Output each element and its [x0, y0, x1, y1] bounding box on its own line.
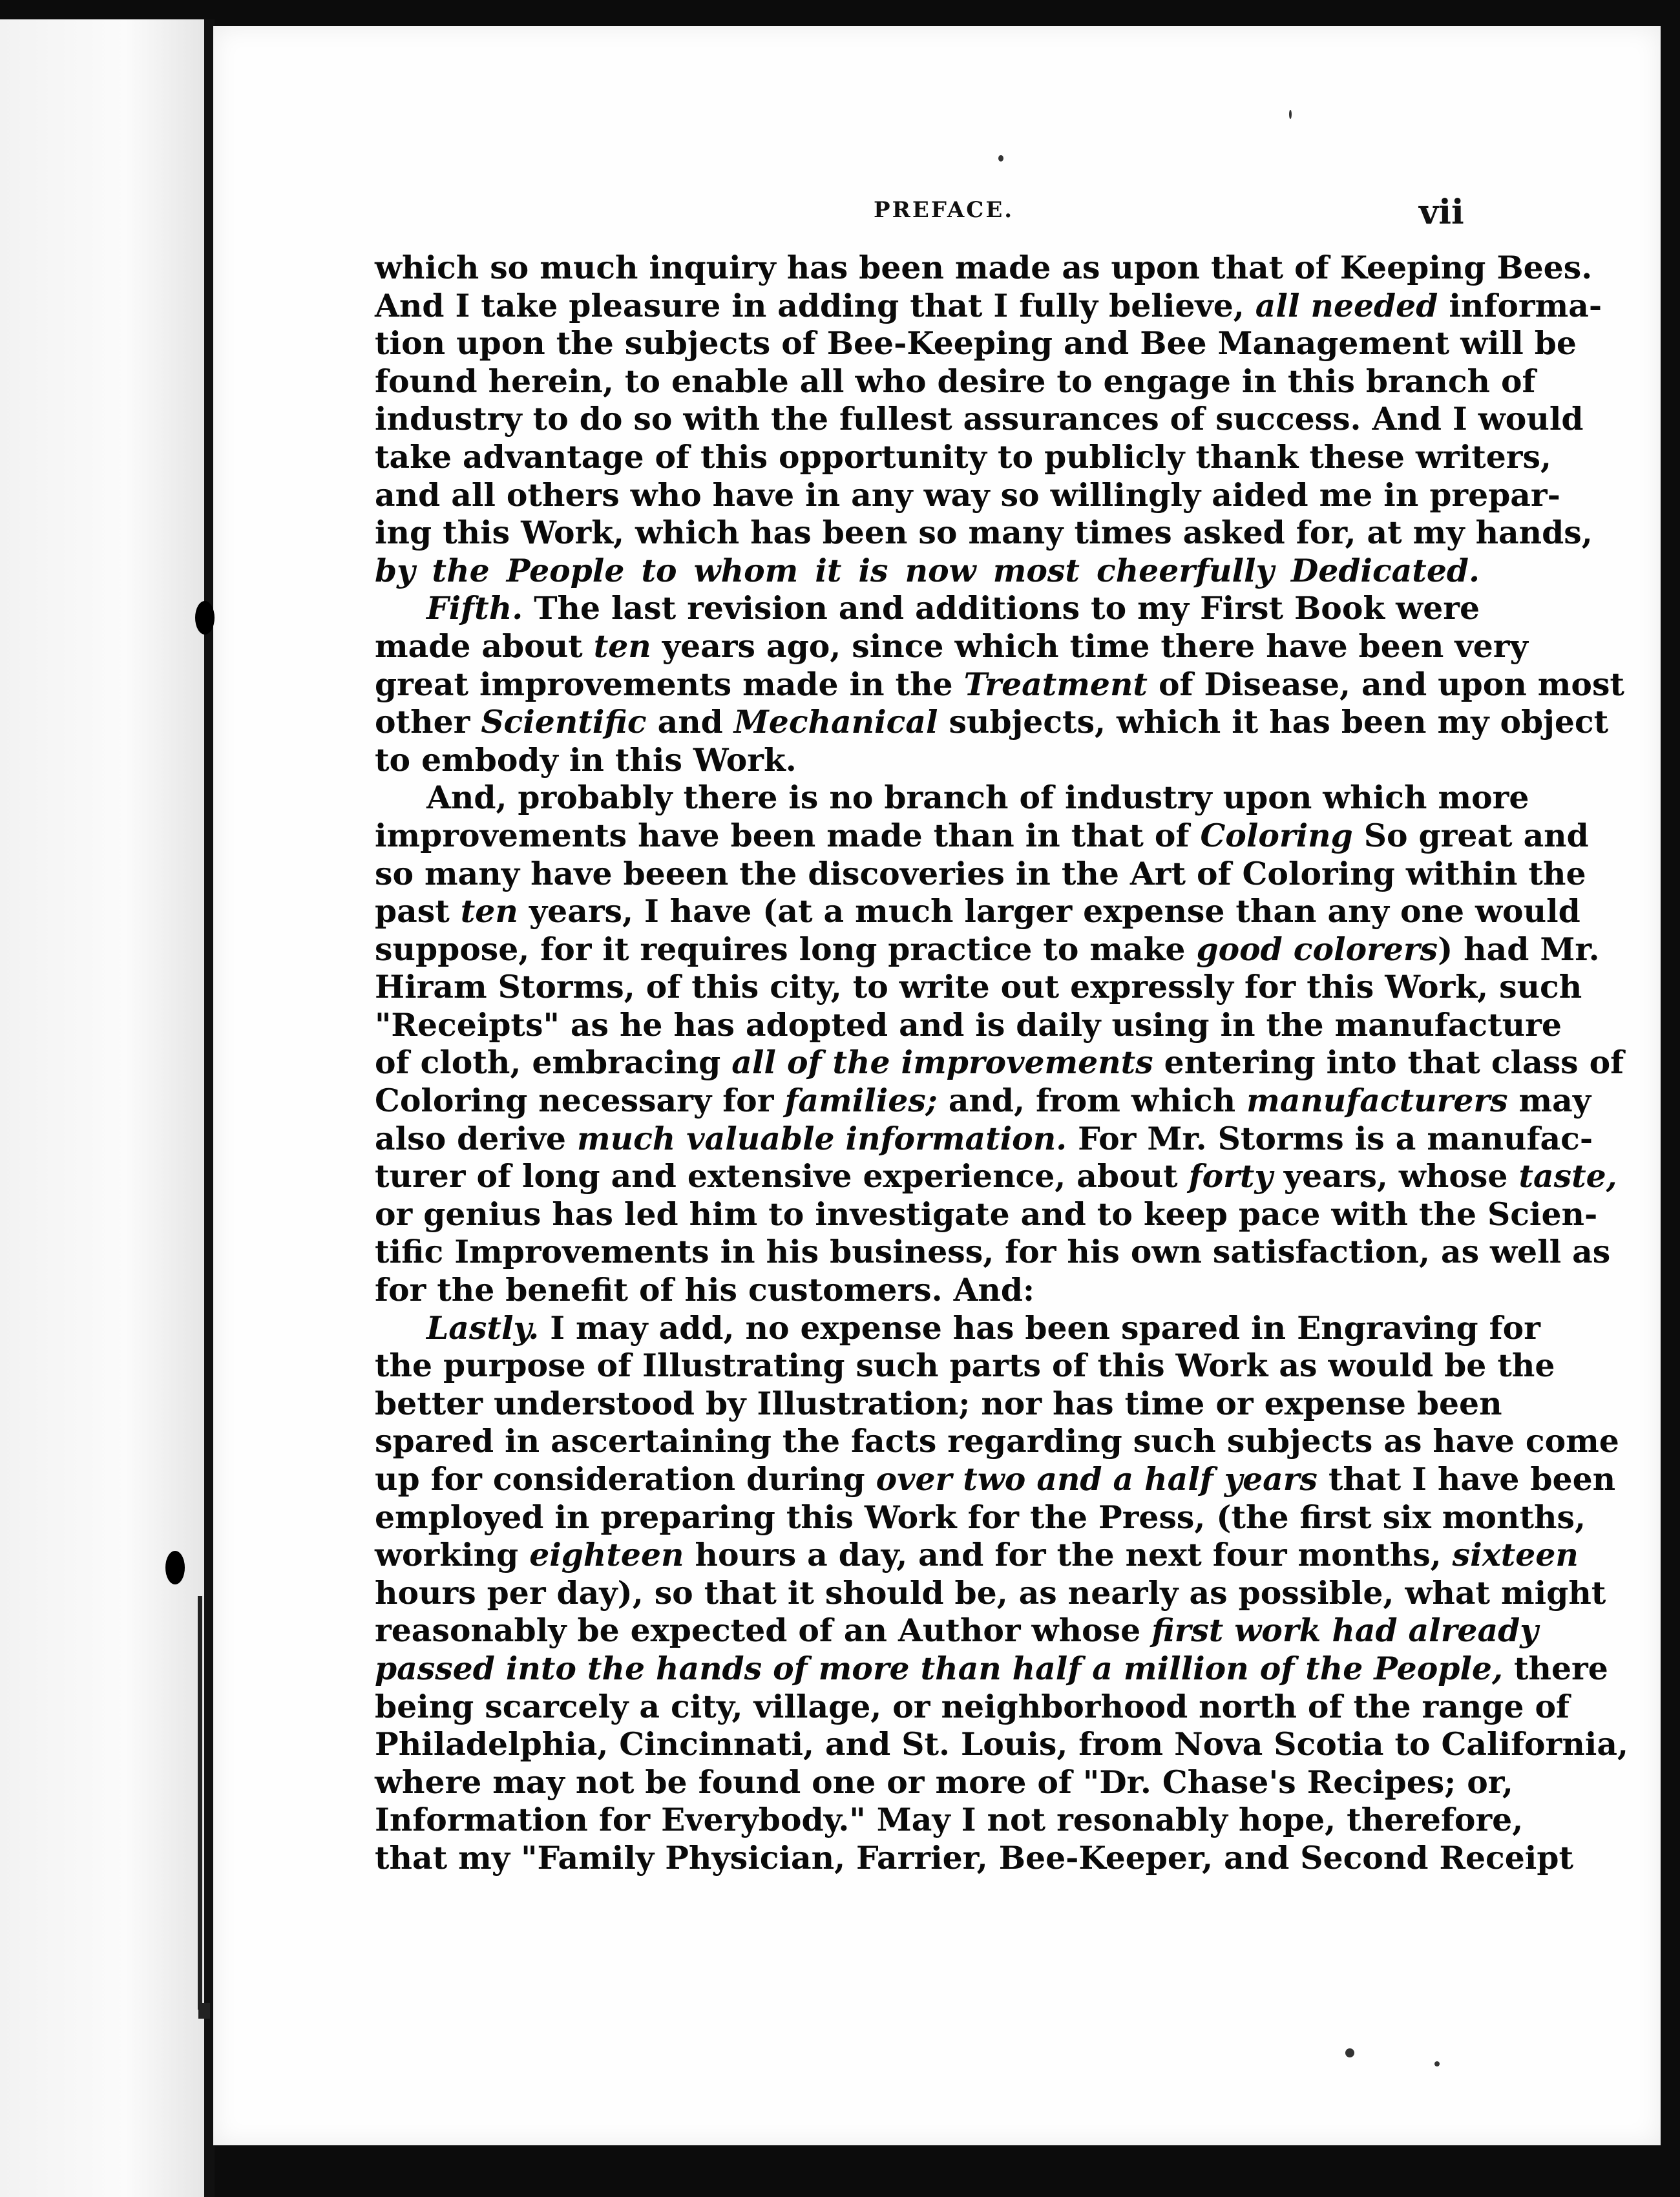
text-line	[375, 1687, 1570, 1726]
text-run: and all others who have in any way so willingly aided me in prepar-	[375, 476, 1560, 514]
text-run: hours per day), so that it should be, as nearly as possible, what might	[375, 1573, 1606, 1612]
text-line	[375, 286, 1602, 325]
text-run: And I take pleasure in adding that I fully believe,	[375, 286, 1255, 324]
text-run: informa-	[1438, 286, 1602, 324]
preface-body	[375, 249, 1628, 1877]
text-run: where may not be found one or more of "Dr. Chase's Recipes; or,	[375, 1763, 1513, 1801]
italic-text: taste,	[1518, 1157, 1617, 1195]
text-line	[375, 589, 1480, 627]
text-line	[375, 1119, 1593, 1158]
text-run: made about	[375, 627, 594, 665]
running-head: PREFACE.	[874, 197, 1014, 223]
text-line	[375, 1725, 1628, 1763]
page-number: vii	[1419, 193, 1464, 232]
italic-text: good colorers	[1196, 930, 1438, 968]
text-run: which so much inquiry has been made as upon that of Keeping Bees.	[375, 249, 1593, 286]
text-line	[375, 816, 1589, 855]
text-line	[375, 1309, 1540, 1347]
text-run: reasonably be expected of an Author whose	[375, 1612, 1152, 1650]
text-run: being scarcely a city, village, or neighborhood north of the range of	[375, 1687, 1570, 1725]
text-run: years, I have (at a much larger expense than any one would	[518, 892, 1580, 930]
text-run: so many have beeen the discoveries in the Art of Coloring within the	[375, 854, 1586, 892]
text-run: turer of long and extensive experience, about	[375, 1157, 1189, 1195]
text-run: there	[1502, 1649, 1608, 1687]
text-line	[375, 741, 1480, 779]
text-line	[375, 1157, 1617, 1195]
text-run: ) had Mr.	[1438, 930, 1600, 968]
text-run: of Disease, and upon most	[1147, 665, 1624, 703]
text-run: also derive	[375, 1119, 577, 1157]
italic-text: Coloring	[1200, 816, 1353, 854]
italic-text: all needed	[1255, 286, 1438, 324]
text-line	[375, 1195, 1598, 1234]
text-run: working	[375, 1536, 530, 1574]
text-run: suppose, for it requires long practice to make	[375, 930, 1197, 968]
italic-text: passed into the hands of more than half a million of the People,	[375, 1649, 1503, 1687]
text-line	[375, 437, 1551, 476]
text-line	[375, 703, 1609, 741]
text-run: I may add, no expense has been spared in Engraving for	[539, 1309, 1540, 1347]
text-line	[375, 1838, 1573, 1877]
text-run: Information for Everybody." May I not resonably hope, therefore,	[375, 1801, 1524, 1839]
text-line	[375, 1460, 1616, 1498]
text-run: And, probably there is no branch of industry upon which more	[426, 779, 1529, 817]
text-run: to embody in this Work.	[375, 741, 797, 779]
text-run: of cloth, embracing	[375, 1044, 732, 1082]
text-run: take advantage of this opportunity to publicly thank these writers,	[375, 437, 1551, 476]
text-run: So great and	[1352, 816, 1589, 854]
text-run: the purpose of Illustrating such parts of this Work as would be the	[375, 1347, 1555, 1385]
text-run: Hiram Storms, of this city, to write out expressly for this Work, such	[375, 968, 1582, 1006]
italic-text: sixteen	[1452, 1536, 1579, 1574]
italic-text: all of the improvements	[731, 1044, 1153, 1082]
text-run: years ago, since which time there have been very	[651, 627, 1528, 665]
text-line	[375, 968, 1582, 1006]
text-line	[375, 1271, 1480, 1309]
italic-text: eighteen	[529, 1536, 684, 1574]
text-run: that my "Family Physician, Farrier, Bee-Keeper, and Second Receipt	[375, 1838, 1573, 1876]
italic-text: first work had already	[1151, 1612, 1538, 1650]
italic-text: ten	[593, 627, 651, 665]
text-run: other	[375, 703, 481, 741]
text-run: for the benefit of his customers. And:	[375, 1271, 1035, 1309]
text-line	[375, 779, 1529, 817]
text-line	[375, 1422, 1619, 1460]
text-line	[375, 627, 1528, 666]
text-line	[375, 1044, 1624, 1082]
text-line	[375, 892, 1580, 930]
print-speck	[998, 155, 1003, 162]
text-run: may	[1507, 1082, 1591, 1120]
print-speck	[1434, 2061, 1440, 2066]
italic-text: much valuable information.	[576, 1119, 1067, 1157]
italic-text: over two and a half years	[876, 1460, 1318, 1498]
text-run: Philadelphia, Cincinnati, and St. Louis, from Nova Scotia to California,	[375, 1725, 1628, 1763]
italic-text: Lastly.	[426, 1309, 540, 1347]
text-run: up for consideration during	[375, 1460, 876, 1498]
text-line	[375, 1347, 1555, 1385]
text-line	[375, 1536, 1579, 1574]
text-run: Coloring necessary for	[375, 1082, 785, 1120]
text-run: and	[646, 703, 734, 741]
text-line	[375, 1649, 1608, 1688]
text-line	[375, 552, 1480, 590]
italic-text: Fifth.	[426, 589, 523, 627]
text-line	[375, 1573, 1606, 1612]
text-run: ing this Work, which has been so many times asked for, at my hands,	[375, 514, 1593, 552]
text-line	[375, 1612, 1538, 1650]
text-run: subjects, which it has been my object	[938, 703, 1609, 741]
text-run: or genius has led him to investigate and to keep pace with the Scien-	[375, 1195, 1598, 1233]
text-run: past	[375, 892, 461, 930]
text-run: The last revision and additions to my First Book were	[523, 589, 1480, 627]
text-run: better understood by Illustration; nor has time or expense been	[375, 1384, 1502, 1422]
binding-marker	[195, 601, 215, 635]
text-run: years, whose	[1272, 1157, 1519, 1195]
text-run: "Receipts" as he has adopted and is daily using in the manufacture	[375, 1005, 1562, 1044]
binding-tick	[198, 2003, 210, 2019]
text-run: great improvements made in the	[375, 665, 964, 703]
text-line	[375, 1498, 1586, 1537]
text-line	[375, 1233, 1611, 1271]
text-run: improvements have been made than in that of	[375, 816, 1201, 854]
facing-page-edge	[0, 19, 210, 2197]
text-line	[375, 476, 1560, 514]
text-run: employed in preparing this Work for the Press, (the first six months,	[375, 1498, 1586, 1536]
text-run: found herein, to enable all who desire to engage in this branch of	[375, 362, 1536, 400]
text-line	[375, 1384, 1502, 1423]
binding-marker	[165, 1551, 185, 1584]
text-run: hours a day, and for the next four months,	[684, 1536, 1453, 1574]
text-line	[375, 324, 1577, 363]
binding-line	[198, 1596, 202, 2010]
italic-text: Scientific	[481, 703, 647, 741]
text-run: spared in ascertaining the facts regarding such subjects as have come	[375, 1422, 1619, 1460]
text-run: entering into that class of	[1153, 1044, 1624, 1082]
italic-text: forty	[1188, 1157, 1273, 1195]
print-speck	[1345, 2048, 1354, 2057]
text-line	[375, 1082, 1591, 1120]
italic-text: manufacturers	[1246, 1082, 1508, 1120]
italic-text: by the People to whom it is now most cheerfully Dedicated.	[375, 551, 1480, 589]
text-line	[375, 249, 1593, 287]
text-run: tific Improvements in his business, for his own satisfaction, as well as	[375, 1233, 1611, 1271]
text-line	[375, 1005, 1562, 1044]
text-run: For Mr. Storms is a manufac-	[1067, 1119, 1593, 1157]
text-line	[375, 1801, 1524, 1839]
italic-text: Mechanical	[733, 703, 938, 741]
text-run: industry to do so with the fullest assurances of success. And I would	[375, 400, 1584, 438]
text-line	[375, 854, 1586, 893]
text-line	[375, 1763, 1513, 1802]
text-line	[375, 362, 1536, 401]
italic-text: Treatment	[963, 665, 1148, 703]
italic-text: ten	[460, 892, 518, 930]
text-line	[375, 665, 1624, 704]
text-line	[375, 400, 1584, 438]
text-line	[375, 930, 1600, 969]
print-speck	[1289, 110, 1292, 119]
text-run: tion upon the subjects of Bee-Keeping and Bee Management will be	[375, 324, 1577, 363]
text-run: and, from which	[937, 1082, 1247, 1120]
text-line	[375, 514, 1593, 552]
italic-text: families;	[784, 1082, 938, 1120]
text-run: that I have been	[1317, 1460, 1616, 1498]
